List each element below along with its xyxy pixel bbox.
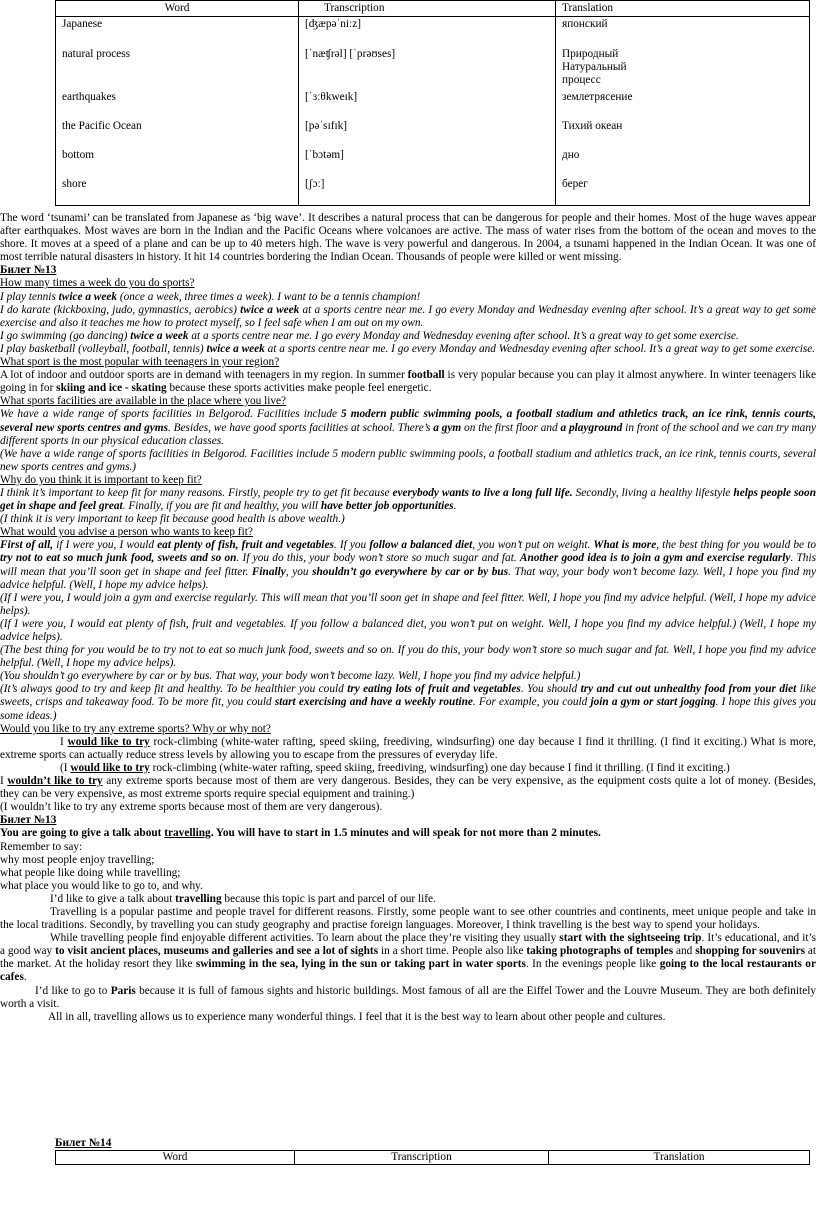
answer-advice-summary: (It’s always good to try and keep fit and healthy. To be healthier you could try eating lots of fruit and vegetables. You should try and cut out unhealthy food from your diet like sweets, crisps and takeaway food. To be more fit, you could start exercising and have a weekly routine. For example, you could join a gym or start jogging. I hope this gives you some ideas.) [0, 683, 816, 722]
vocabulary-table [55, 0, 810, 206]
vocab-transcription: [ˈnæʧrəl] [ˈprəʊses] [299, 47, 556, 90]
vocab-transcription: [ʃɔː] [299, 177, 556, 206]
question-keep-fit: Why do you think it is important to keep fit? [0, 473, 202, 486]
plan-point: what place you would like to go to, and why. [0, 879, 203, 892]
answer-line: I do karate (kickboxing, judo, gymnastics, aerobics) twice a week at a sports centre near me. I go every Monday and Wednesday evening after school. It’s a great way to get some exercise and also it teaches me how to protect myself, so I feel safe when I am out on my own. [0, 303, 816, 329]
travelling-place: I’d like to go to Paris because it is full of famous sights and historic buildings. Most famous of all are the Eiffel Tower and the Louvre Museum. They are both definitely worth a visit. [0, 984, 816, 1010]
plan-point: what people like doing while travelling; [0, 866, 181, 879]
vocab-transcription: [ˈɜːθkweɪk] [299, 90, 556, 119]
answer-line: I go swimming (go dancing) twice a week at a sports centre near me. I go every Monday and Wednesday evening after school. It’s a great way to get some exercise. [0, 329, 739, 342]
answer-extreme-no-alt: (I wouldn’t like to try any extreme sports because most of them are very dangerous). [0, 801, 383, 814]
question-sports-facilities: What sports facilities are available in the place where you live? [0, 395, 287, 408]
tsunami-paragraph: The word ‘tsunami’ can be translated from Japanese as ‘big wave’. It describes a natural process that can be dangerous for people and their homes. Most of the huge waves appear after earthquakes. Most waves are born in the Indian and the Pacific Oceans where volcanoes are active. The mass of water rises from the bottom of the ocean and moves to the shore. It moves at a speed of a plane and can be up to 40 meters high. The wave is very powerful and dangerous. In 2004, a tsunami happened in the Indian Ocean. It was one of most terrible natural disasters in history. It hit 14 countries bordering the Indian Ocean. Thousands of people were killed or went missing. [0, 212, 816, 264]
answer-advice: First of all, if I were you, I would eat plenty of fish, fruit and vegetables. If you follow a balanced diet, you won’t put on weight. What is more, the best thing for you would be to try not to eat so much junk food, sweets and so on. If you do this, your body won’t store so much sugar and fat. Another good idea is to join a gym and exercise regularly. This will mean that you’ll soon get in shape and feel fitter. Finally, you shouldn’t go everywhere by car or by bus. That way, your body won’t become lazy. Well, I hope you find my advice helpful. (Well, I hope my advice helps). [0, 539, 816, 591]
ticket-14-header-row [56, 1151, 810, 1165]
vocab-row [56, 90, 810, 119]
answer-advice-alt: (You shouldn’t go everywhere by car or by bus. That way, your body won’t become lazy. Well, I hope you find my advice helpful.) [0, 670, 581, 683]
answer-line: I play tennis twice a week (once a week, three times a week). I want to be a tennis champion! [0, 290, 421, 303]
question-extreme-sports: Would you like to try any extreme sports? Why or why not? [0, 722, 271, 735]
header-transcription: Transcription [295, 1151, 549, 1165]
vocab-translation: японский [556, 17, 810, 47]
vocab-transcription: [ˈbɔtəm] [299, 148, 556, 177]
vocab-word: Japanese [56, 17, 299, 47]
travelling-activities: While travelling people find enjoyable different activities. To learn about the place they’re visiting they usually start with the sightseeing trip. It’s educational, and it’s a good way to visit ancient places, museums and galleries and see a lot of sights in a short time. People also like taking photographs of temples and shopping for souvenirs at the market. At the holiday resort they like swimming in the sea, lying in the sun or taking part in water sports. In the evenings people like going to the local restaurants or cafes. [0, 932, 816, 984]
answer-popular-sport: A lot of indoor and outdoor sports are in demand with teenagers in my region. In summer football is very popular because you can play it almost anywhere. In winter teenagers like going in for skiing and ice - skating because these sports activities make people feel energetic. [0, 369, 816, 395]
vocab-transcription: [ʤæpəˈniːz] [299, 17, 556, 47]
vocabulary-header-row [56, 1, 810, 17]
answer-advice-alt: (If I were you, I would eat plenty of fish, fruit and vegetables. If you follow a balanced diet, you won’t put on weight. Well, I hope you find my advice helpful.) (Well, I hope my advice helps). [0, 617, 816, 643]
travelling-conclusion: All in all, travelling allows us to experience many wonderful things. I feel that it is the best way to learn about other people and cultures. [48, 1010, 666, 1023]
travelling-task: You are going to give a talk about travelling. You will have to start in 1.5 minutes and will speak for not more than 2 minutes. [0, 827, 601, 840]
vocab-row [56, 177, 810, 206]
travelling-reasons: Travelling is a popular pastime and people travel for different reasons. Firstly, some people want to see other countries and continents, meet unique people and take in the local traditions. Secondly, by travelling you can study geography and practise foreign languages. Moreover, I think travelling is the best way to spend your holidays. [0, 905, 816, 932]
vocab-word: the Pacific Ocean [56, 119, 299, 148]
vocab-row [56, 148, 810, 177]
header-transcription: Transcription [299, 1, 556, 17]
ticket-14-title: Билет №14 [55, 1137, 112, 1149]
remember-label: Remember to say: [0, 840, 83, 853]
ticket-14-table [55, 1150, 810, 1165]
vocab-row [56, 119, 810, 148]
answer-keep-fit: I think it’s important to keep fit for many reasons. Firstly, people try to get fit because everybody wants to live a long full life. Secondly, living a healthy lifestyle helps people soon get in shape and feel great. Finally, if you are fit and healthy, you will have better job opportunities. [0, 486, 816, 513]
question-sports-frequency: How many times a week do you do sports? [0, 277, 195, 290]
header-word: Word [56, 1, 299, 17]
answer-advice-alt: (The best thing for you would be to try not to eat so much junk food, sweets and so on. If you do this, your body won’t store so much sugar and fat. Well, I hope you find my advice helpful. (Well, I hope my advice helps). [0, 644, 816, 670]
answer-extreme-yes-alt: (I would like to try rock-climbing (white-water rafting, speed skiing, freediving, windsurfing) one day because I find it thrilling. (I find it exciting.) [60, 761, 730, 774]
vocab-translation: дно [556, 148, 810, 177]
ticket-13-title-2: Билет №13 [0, 814, 57, 827]
answer-sports-facilities: We have a wide range of sports facilities in Belgorod. Facilities include 5 modern public swimming pools, a football stadium and athletics track, an ice rink, tennis courts, several new sports centres and gyms. Besides, we have good sports facilities at school. There’s a gym on the first floor and a playground in front of the school and we can try many different sports in our physical education classes. [0, 408, 816, 447]
vocab-row [56, 17, 810, 47]
question-advice: What would you advise a person who wants to keep fit? [0, 526, 253, 539]
answer-extreme-yes: I would like to try rock-climbing (white-water rafting, speed skiing, freediving, windsurfing) one day because I find it thrilling. (I find it exciting.) What is more, extreme sports can actually reduce stress levels by allowing you to escape from the pressures of everyday life. [0, 735, 816, 761]
document-body [0, 212, 816, 1024]
vocab-word: natural process [56, 47, 299, 90]
vocab-translation: землетрясение [556, 90, 810, 119]
travelling-intro: I’d like to give a talk about travelling because this topic is part and parcel of our life. [50, 892, 436, 905]
vocab-word: earthquakes [56, 90, 299, 119]
vocab-translation: Природный Натуральный процесс [556, 47, 810, 90]
answer-advice-alt: (If I were you, I would join a gym and exercise regularly. This will mean that you’ll soon get in shape and feel fitter. Well, I hope you find my advice helpful. (Well, I hope my advice helps). [0, 591, 816, 617]
vocab-word: shore [56, 177, 299, 206]
vocab-transcription: [pəˈsɪfɪk] [299, 119, 556, 148]
header-translation: Translation [549, 1151, 810, 1165]
plan-point: why most people enjoy travelling; [0, 853, 155, 866]
vocab-translation: Тихий океан [556, 119, 810, 148]
header-translation: Translation [556, 1, 810, 17]
ticket-13-title: Билет №13 [0, 264, 57, 277]
vocab-translation: берег [556, 177, 810, 206]
vocab-word: bottom [56, 148, 299, 177]
answer-extreme-no: I wouldn’t like to try any extreme sports because most of them are very dangerous. Besides, they can be very expensive, as the equipment costs quite a lot of money. (Besides, they can be very expensive, as most extreme sports require special equipment and training.) [0, 775, 816, 801]
header-word: Word [56, 1151, 295, 1165]
answer-line: I play basketball (volleyball, football, tennis) twice a week at a sports centre near me. I go every Monday and Wednesday evening after school. It’s a great way to get some exercise. [0, 342, 816, 355]
answer-sports-facilities-alt: (We have a wide range of sports facilities in Belgorod. Facilities include 5 modern public swimming pools, a football stadium and athletics track, an ice rink, tennis courts, several new sports centres and gyms.) [0, 447, 816, 473]
answer-keep-fit-alt: (I think it is very important to keep fit because good health is above wealth.) [0, 513, 345, 526]
question-popular-sport: What sport is the most popular with teenagers in your region? [0, 356, 280, 369]
vocab-row [56, 47, 810, 90]
